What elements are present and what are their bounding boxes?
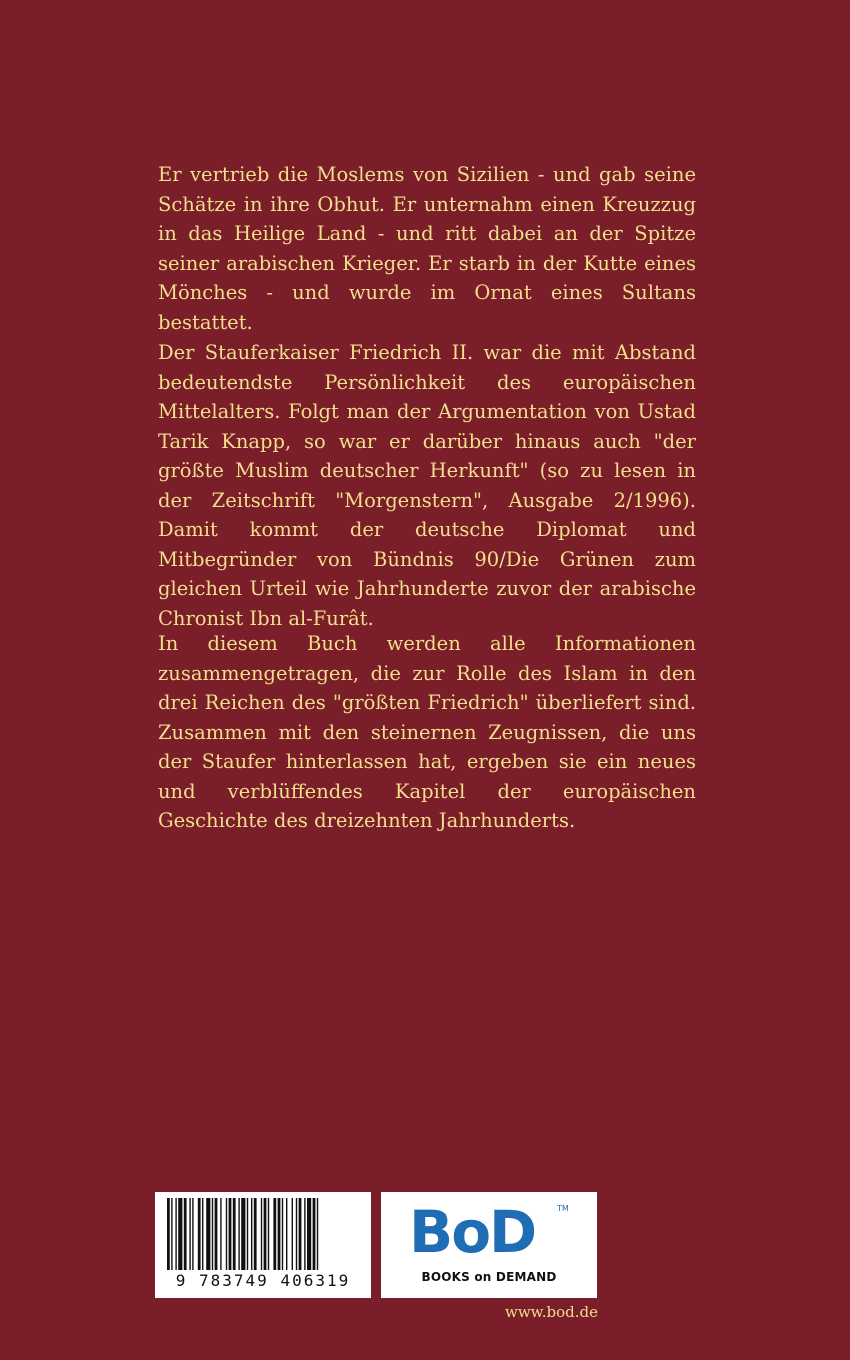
publisher-logo-box [381, 1192, 597, 1298]
isbn-number: 9 783749 406319 [175, 1271, 351, 1290]
publisher-logo: BoD [409, 1198, 536, 1266]
publisher-website: www.bod.de [505, 1303, 598, 1321]
barcode-bars [155, 1192, 371, 1272]
trademark-mark: TM [557, 1204, 569, 1213]
description-paragraph-1: Er vertrieb die Moslems von Sizilien - und gab seine Schätze in ihre Obhut. Er unternahm einen Kreuzzug in das Heilige Land - und ritt dabei an der Spitze seiner arabischen Krieger. Er starb in der Kutte eines Mönches - und wurde im Ornat eines Sultans bestattet. [158, 163, 696, 334]
description-paragraph-3: In diesem Buch werden alle Informationen zusammengetragen, die zur Rolle des Islam in den drei Reichen des "größten Friedrich" überliefert sind. Zusammen mit den steinernen Zeugnissen, die uns der Staufer hinterlassen hat, ergeben sie ein neues und verblüffendes Kapitel der europäischen Geschichte des dreizehnten Jahrhunderts. [158, 632, 696, 832]
description-paragraph-2: Der Stauferkaiser Friedrich II. war die mit Abstand bedeutendste Persönlichkeit des europäischen Mittelalters. Folgt man der Argumentation von Ustad Tarik Knapp, so war er darüber hinaus auch "der größte Muslim deutscher Herkunft" (so zu lesen in der Zeitschrift "Morgenstern", Ausgabe 2/1996). Damit kommt der deutsche Diplomat und Mitbegründer von Bündnis 90/Die Grünen zum gleichen Urteil wie Jahrhunderte zuvor der arabische Chronist Ibn al-Furât. [158, 341, 696, 630]
publisher-tagline: BOOKS on DEMAND [421, 1270, 557, 1284]
isbn-barcode [155, 1192, 371, 1298]
